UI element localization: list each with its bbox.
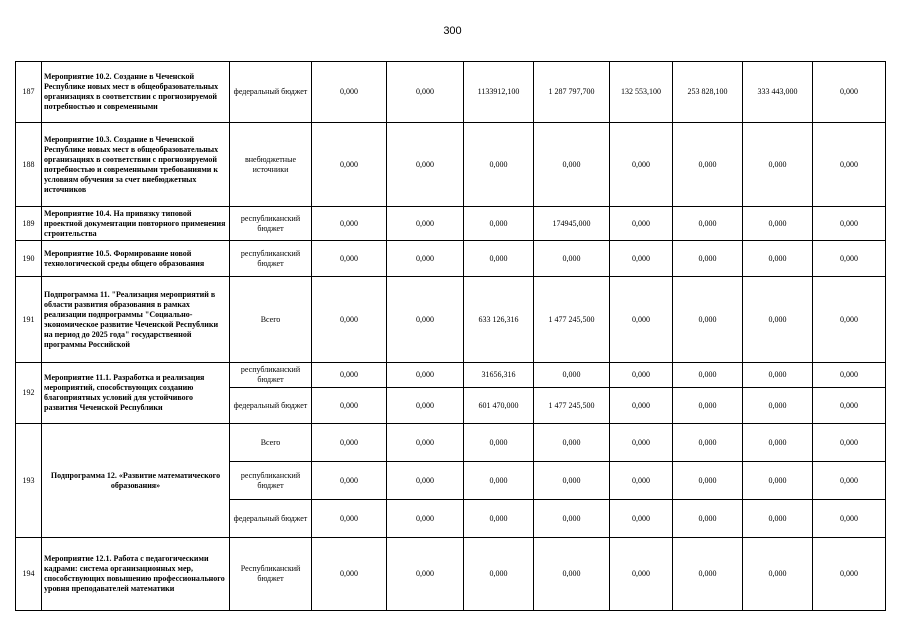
amount-cell: 0,000 — [743, 538, 813, 611]
row-number: 188 — [16, 123, 42, 207]
table-row — [16, 62, 886, 123]
row-number: 192 — [16, 363, 42, 424]
amount-cell: 0,000 — [673, 388, 743, 424]
funding-source: федеральный бюджет — [230, 500, 312, 538]
amount-cell: 0,000 — [534, 538, 610, 611]
amount-cell: 0,000 — [464, 500, 534, 538]
amount-cell: 0,000 — [610, 462, 673, 500]
amount-cell: 0,000 — [743, 462, 813, 500]
funding-source: республиканский бюджет — [230, 462, 312, 500]
measure-name: Мероприятие 11.1. Разработка и реализация мероприятий, способствующих созданию благоприятных условий для устойчивого развития Чеченской Республики — [42, 363, 230, 424]
amount-cell: 1 477 245,500 — [534, 388, 610, 424]
amount-cell: 0,000 — [387, 277, 464, 363]
table-row — [16, 424, 886, 462]
amount-cell: 633 126,316 — [464, 277, 534, 363]
funding-source: внебюджетные источники — [230, 123, 312, 207]
amount-cell: 0,000 — [813, 388, 886, 424]
amount-cell: 0,000 — [312, 363, 387, 388]
amount-cell: 1 477 245,500 — [534, 277, 610, 363]
amount-cell: 0,000 — [610, 363, 673, 388]
amount-cell: 601 470,000 — [464, 388, 534, 424]
amount-cell: 0,000 — [813, 363, 886, 388]
amount-cell: 0,000 — [312, 241, 387, 277]
amount-cell: 0,000 — [743, 241, 813, 277]
amount-cell: 0,000 — [743, 207, 813, 241]
amount-cell: 0,000 — [813, 424, 886, 462]
amount-cell: 1 287 797,700 — [534, 62, 610, 123]
amount-cell: 1133912,100 — [464, 62, 534, 123]
page-number: 300 — [443, 25, 462, 37]
amount-cell: 0,000 — [387, 500, 464, 538]
budget-table — [15, 61, 886, 611]
amount-cell: 0,000 — [387, 207, 464, 241]
amount-cell: 0,000 — [673, 123, 743, 207]
amount-cell: 333 443,000 — [743, 62, 813, 123]
amount-cell: 0,000 — [673, 241, 743, 277]
amount-cell: 0,000 — [387, 462, 464, 500]
measure-name: Мероприятие 10.4. На привязку типовой проектной документации повторного применения строительства — [42, 207, 230, 241]
amount-cell: 0,000 — [813, 277, 886, 363]
amount-cell: 0,000 — [534, 363, 610, 388]
amount-cell: 0,000 — [312, 388, 387, 424]
amount-cell: 0,000 — [387, 424, 464, 462]
amount-cell: 0,000 — [534, 123, 610, 207]
amount-cell: 0,000 — [312, 424, 387, 462]
amount-cell: 132 553,100 — [610, 62, 673, 123]
amount-cell: 0,000 — [312, 500, 387, 538]
amount-cell: 0,000 — [610, 500, 673, 538]
funding-source: Республиканский бюджет — [230, 538, 312, 611]
amount-cell: 0,000 — [673, 462, 743, 500]
amount-cell: 253 828,100 — [673, 62, 743, 123]
amount-cell: 0,000 — [464, 462, 534, 500]
table-row — [16, 363, 886, 388]
amount-cell: 0,000 — [464, 241, 534, 277]
amount-cell: 0,000 — [673, 363, 743, 388]
amount-cell: 0,000 — [673, 277, 743, 363]
row-number: 193 — [16, 424, 42, 538]
amount-cell: 0,000 — [813, 241, 886, 277]
amount-cell: 0,000 — [464, 123, 534, 207]
measure-name: Мероприятие 10.3. Создание в Чеченской Республике новых мест в общеобразовательных организациях в соответствии с прогнозируемой потребностью и современными требованиями к условиям обучения за счет внебюджетных источников — [42, 123, 230, 207]
amount-cell: 0,000 — [534, 500, 610, 538]
measure-name: Мероприятие 10.5. Формирование новой технологической среды общего образования — [42, 241, 230, 277]
measure-name: Подпрограмма 11. "Реализация мероприятий в области развития образования в рамках реализации подпрограммы "Социально-экономическое развитие Чеченской Республики на период до 2025 года" государственной программы Российской — [42, 277, 230, 363]
amount-cell: 0,000 — [813, 538, 886, 611]
amount-cell: 0,000 — [464, 207, 534, 241]
amount-cell: 0,000 — [534, 424, 610, 462]
amount-cell: 0,000 — [813, 62, 886, 123]
row-number: 190 — [16, 241, 42, 277]
amount-cell: 0,000 — [464, 424, 534, 462]
amount-cell: 0,000 — [312, 62, 387, 123]
measure-name: Мероприятие 12.1. Работа с педагогическими кадрами: система организационных мер, способствующих повышению профессионального уровня преподавателей математики — [42, 538, 230, 611]
table-row — [16, 538, 886, 611]
amount-cell: 0,000 — [610, 424, 673, 462]
amount-cell: 0,000 — [464, 538, 534, 611]
table-row — [16, 123, 886, 207]
amount-cell: 0,000 — [534, 462, 610, 500]
amount-cell: 0,000 — [673, 424, 743, 462]
amount-cell: 0,000 — [312, 538, 387, 611]
amount-cell: 0,000 — [610, 123, 673, 207]
measure-name: Мероприятие 10.2. Создание в Чеченской Республике новых мест в общеобразовательных организациях в соответствии с прогнозируемой потребностью и современными — [42, 62, 230, 123]
amount-cell: 0,000 — [534, 241, 610, 277]
amount-cell: 0,000 — [387, 538, 464, 611]
row-number: 189 — [16, 207, 42, 241]
amount-cell: 0,000 — [312, 123, 387, 207]
amount-cell: 174945,000 — [534, 207, 610, 241]
amount-cell: 0,000 — [673, 207, 743, 241]
amount-cell: 0,000 — [610, 277, 673, 363]
table-row — [16, 241, 886, 277]
amount-cell: 0,000 — [312, 277, 387, 363]
funding-source: федеральный бюджет — [230, 62, 312, 123]
amount-cell: 0,000 — [312, 462, 387, 500]
table-row — [16, 277, 886, 363]
funding-source: республиканский бюджет — [230, 363, 312, 388]
amount-cell: 0,000 — [387, 123, 464, 207]
funding-source: Всего — [230, 424, 312, 462]
amount-cell: 31656,316 — [464, 363, 534, 388]
funding-source: республиканский бюджет — [230, 207, 312, 241]
funding-source: федеральный бюджет — [230, 388, 312, 424]
amount-cell: 0,000 — [387, 241, 464, 277]
amount-cell: 0,000 — [743, 123, 813, 207]
amount-cell: 0,000 — [610, 538, 673, 611]
amount-cell: 0,000 — [610, 388, 673, 424]
amount-cell: 0,000 — [673, 538, 743, 611]
amount-cell: 0,000 — [743, 363, 813, 388]
amount-cell: 0,000 — [610, 241, 673, 277]
measure-name: Подпрограмма 12. «Развитие математического образования» — [42, 424, 230, 538]
row-number: 194 — [16, 538, 42, 611]
amount-cell: 0,000 — [743, 424, 813, 462]
amount-cell: 0,000 — [743, 500, 813, 538]
row-number: 187 — [16, 62, 42, 123]
amount-cell: 0,000 — [610, 207, 673, 241]
amount-cell: 0,000 — [743, 277, 813, 363]
amount-cell: 0,000 — [387, 388, 464, 424]
amount-cell: 0,000 — [813, 123, 886, 207]
amount-cell: 0,000 — [813, 462, 886, 500]
amount-cell: 0,000 — [387, 363, 464, 388]
funding-source: республиканский бюджет — [230, 241, 312, 277]
funding-source: Всего — [230, 277, 312, 363]
amount-cell: 0,000 — [743, 388, 813, 424]
amount-cell: 0,000 — [673, 500, 743, 538]
amount-cell: 0,000 — [387, 62, 464, 123]
amount-cell: 0,000 — [813, 207, 886, 241]
table-row — [16, 207, 886, 241]
row-number: 191 — [16, 277, 42, 363]
amount-cell: 0,000 — [813, 500, 886, 538]
amount-cell: 0,000 — [312, 207, 387, 241]
